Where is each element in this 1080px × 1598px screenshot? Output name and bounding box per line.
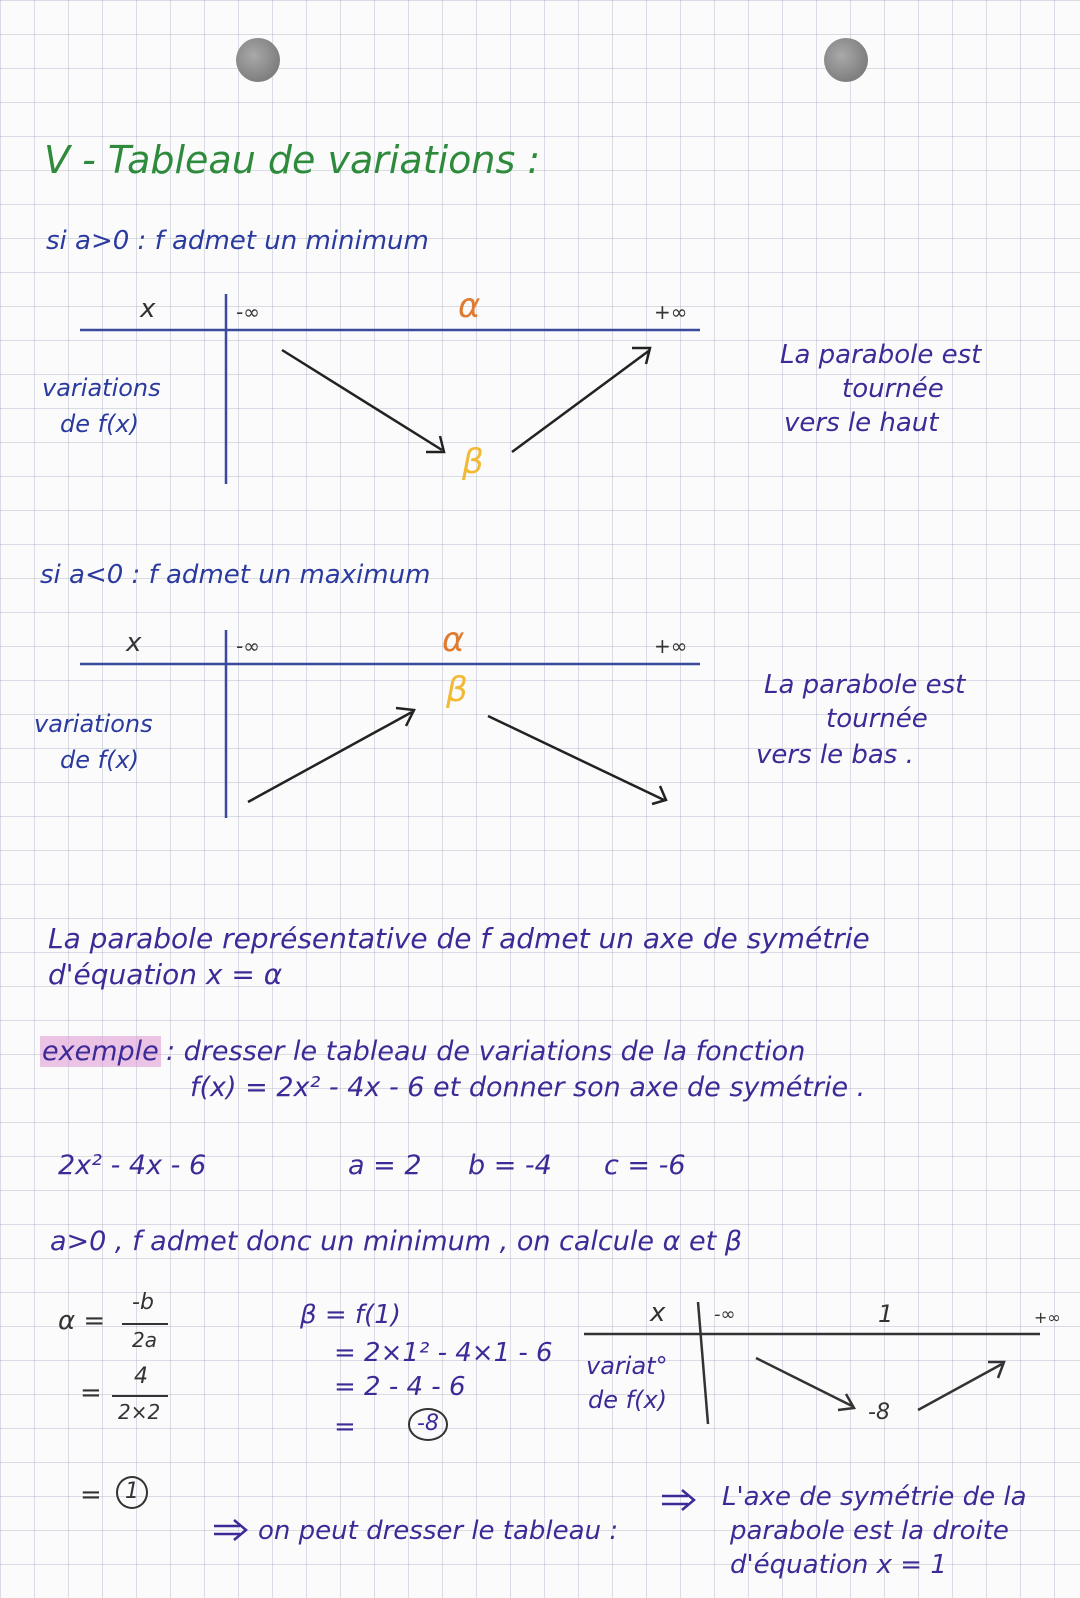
table-pos-row-label-2: de f(x): [60, 410, 140, 438]
final-note-line-3: d'équation x = 1: [730, 1550, 947, 1580]
axis-statement-line-1: La parabole représentative de f admet un axe de symétrie: [48, 922, 870, 955]
table-ex-one: 1: [878, 1300, 894, 1328]
table-ex-row-label-1: variat°: [586, 1352, 668, 1380]
beta-line-2: = 2×1² - 4×1 - 6: [334, 1338, 553, 1368]
beta-result-circle: -8: [408, 1408, 448, 1441]
alpha-numerator: -b: [132, 1290, 154, 1315]
table-pos-plus-inf: +∞: [654, 300, 688, 324]
condition-negative: si a<0 : f admet un maximum: [40, 560, 431, 590]
alpha-denominator-2: 2×2: [118, 1400, 161, 1424]
note-neg-line-3: vers le bas .: [756, 740, 914, 770]
alpha-equals-2: =: [80, 1378, 102, 1408]
final-note-line-2: parabole est la droite: [730, 1516, 1009, 1546]
table-pos-alpha: α: [458, 286, 481, 326]
table-neg-x-label: x: [126, 628, 142, 658]
work-coef-b: b = -4: [468, 1150, 552, 1181]
alpha-equals-3: =: [80, 1480, 102, 1510]
section-title: V - Tableau de variations :: [44, 138, 541, 182]
beta-line-1: β = f(1): [300, 1300, 401, 1330]
table-ex-row-label-2: de f(x): [588, 1386, 668, 1414]
final-note-line-1: L'axe de symétrie de la: [722, 1482, 1027, 1512]
alpha-denominator: 2a: [132, 1328, 157, 1352]
beta-line-3: = 2 - 4 - 6: [334, 1372, 466, 1402]
work-coef-c: c = -6: [604, 1150, 686, 1181]
exemple-highlight: exemple: [42, 1036, 159, 1067]
table-neg-minus-inf: -∞: [236, 634, 260, 658]
alpha-result-circle: 1: [116, 1476, 148, 1509]
axis-statement-line-2: d'équation x = α: [48, 958, 283, 991]
table-ex-plus-inf: +∞: [1034, 1308, 1061, 1327]
table-ex-minus-inf: -∞: [714, 1304, 736, 1325]
note-pos-line-1: La parabole est: [780, 340, 982, 370]
table-ex-x-label: x: [650, 1298, 666, 1328]
table-ex-min-value: -8: [868, 1400, 890, 1425]
alpha-equals: α =: [58, 1306, 106, 1336]
note-pos-line-2: tournée: [842, 374, 944, 404]
note-pos-line-3: vers le haut: [784, 408, 939, 438]
note-neg-line-1: La parabole est: [764, 670, 966, 700]
note-neg-line-2: tournée: [826, 704, 928, 734]
table-neg-plus-inf: +∞: [654, 634, 688, 658]
table-pos-minus-inf: -∞: [236, 300, 260, 324]
table-neg-row-label-1: variations: [34, 710, 153, 738]
exemple-text-line-1: : dresser le tableau de variations de la fonction: [166, 1036, 806, 1067]
table-neg-alpha: α: [442, 620, 465, 660]
table-neg-beta: β: [446, 670, 468, 710]
work-conclusion: a>0 , f admet donc un minimum , on calcule α et β: [50, 1226, 742, 1257]
work-expression: 2x² - 4x - 6: [58, 1150, 207, 1181]
condition-positive: si a>0 : f admet un minimum: [46, 226, 429, 256]
work-coef-a: a = 2: [348, 1150, 422, 1181]
table-neg-row-label-2: de f(x): [60, 746, 140, 774]
table-pos-row-label-1: variations: [42, 374, 161, 402]
exemple-text-line-2: f(x) = 2x² - 4x - 6 et donner son axe de symétrie .: [190, 1072, 866, 1103]
table-pos-beta: β: [462, 442, 484, 482]
alpha-numerator-2: 4: [134, 1364, 148, 1389]
implication-text: on peut dresser le tableau :: [258, 1516, 619, 1546]
beta-line-4: =: [334, 1412, 356, 1442]
table-pos-x-label: x: [140, 294, 156, 324]
